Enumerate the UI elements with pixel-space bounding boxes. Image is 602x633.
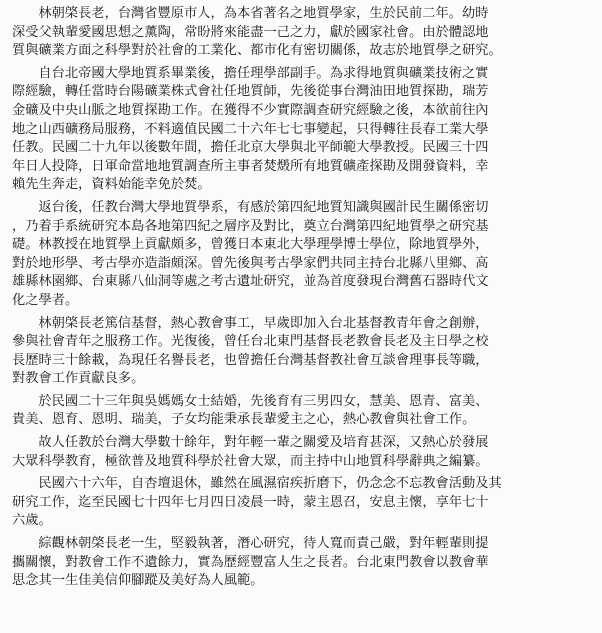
text-line: 任教。民國二十九年以後數年間，擔任北京大學與北平師範大學教授。民國三十四 (12, 140, 489, 156)
text-line: 民國六十六年，自杏壇退休，雖然在風濕宿疾折磨下，仍念念不忘教會活動及其 (38, 476, 502, 492)
paragraph-background (12, 5, 592, 61)
paragraph-faith (12, 315, 592, 389)
paragraph-research (12, 199, 592, 311)
paragraph-summary (12, 535, 592, 591)
paragraph-career (12, 65, 592, 195)
text-line: 故人任教於台灣大學數十餘年，對年輕一輩之關愛及培育甚深，又熱心於發展 (38, 435, 489, 451)
text-line: 賴先生奔走，資料始能幸免於焚。 (12, 177, 211, 193)
text-line: 對於地形學、考古學亦造詣頗深。曾先後與考古學家們共同主持台北縣八里鄉、高 (12, 255, 489, 271)
text-line: 研究工作，迄至民國七十四年七月四日凌晨一時，蒙主恩召，安息主懷，享年七十 (12, 494, 489, 510)
text-line: 金礦及中央山脈之地質探勘工作。在獲得不少實際調查研究經驗之後，本欲前往內 (12, 102, 489, 118)
text-line: 對教會工作貢獻良多。 (12, 371, 145, 387)
text-line: 林朝棨長老，台灣省豐原市人，為本省著名之地質學家，生於民前二年。幼時 (38, 6, 489, 21)
text-line: 返台後，任教台灣大學地質學系，有感於第四紀地質知識與國計民生關係密切 (38, 199, 489, 215)
text-line: 於民國二十三年與吳媽媽女士結婚，先後育有三男四女，慧美、恩青、富美、 (38, 393, 489, 409)
text-line: 質與礦業方面之科學對於社會的工業化、都市化有密切關係，故志於地質學之研究。 (12, 43, 502, 59)
text-line: 林朝棨長老篤信基督，熱心教會事工，早歲即加入台北基督教青年會之創辦， (38, 315, 489, 331)
paragraph-passing (12, 475, 592, 531)
text-line: ，乃着手系統研究本島各地第四紀之層序及對比，奠立台灣第四紀地質學之研究基 (12, 218, 489, 234)
text-line: 雄縣林園鄉、台東縣八仙洞等處之考古遺址研究，並為首度發現台灣舊石器時代文 (12, 274, 489, 290)
paragraph-teaching (12, 434, 592, 471)
paragraph-family (12, 393, 592, 430)
text-line: 長歷時三十餘載，為現任名譽長老，也曾擔任台灣基督教社會互談會理事長等職， (12, 352, 489, 368)
text-line: 地之山西礦務局服務，不料適值民國二十六年七七事變起，只得轉往長春工業大學 (12, 121, 489, 137)
text-line: 深受父執輩愛國思想之薰陶，常盼將來能盡一己之力，獻於國家社會。由於體認地 (12, 24, 489, 40)
text-line: 六歲。 (12, 513, 52, 529)
text-line: 大眾科學教育，極欲普及地質科學於社會大眾，而主持中山地質科學辭典之編纂。 (12, 453, 489, 469)
text-line: 年日人投降，日軍命當地地質調查所主事者焚燬所有地質礦產探勘及開發資料，幸 (12, 158, 489, 174)
text-line: 思念其一生佳美信仰腳蹤及美好為人風範。 (12, 573, 264, 589)
text-line: 參與社會青年之服務工作。光復後，曾任台北東門基督長老教會長老及主日學之校 (12, 334, 489, 350)
text-line: 自台北帝國大學地質系畢業後，擔任理學部副手。為求得地質與礦業技術之實 (38, 65, 489, 81)
text-line: 攜關懷，對教會工作不遺餘力，實為歷經豐富人生之長者。台北東門教會以教會華 (12, 554, 489, 570)
text-line: 化之學者。 (12, 292, 79, 308)
text-line: 貴美、恩育、恩明、瑞美，子女均能秉承長輩愛主之心，熱心教會與社會工作。 (12, 412, 476, 428)
text-line: 綜觀林朝棨長老一生，堅毅執著，潛心研究，待人寬而責己嚴，對年輕輩則提 (38, 536, 489, 552)
text-line: 際經驗，轉任當時台陽礦業株式會社任地質師，先後從事台灣油田地質探勘，瑞芳 (12, 84, 489, 100)
text-line: 礎。林教授在地質學上貢獻頗多，曾獲日本東北大學理學博士學位，除地質學外， (12, 237, 489, 253)
